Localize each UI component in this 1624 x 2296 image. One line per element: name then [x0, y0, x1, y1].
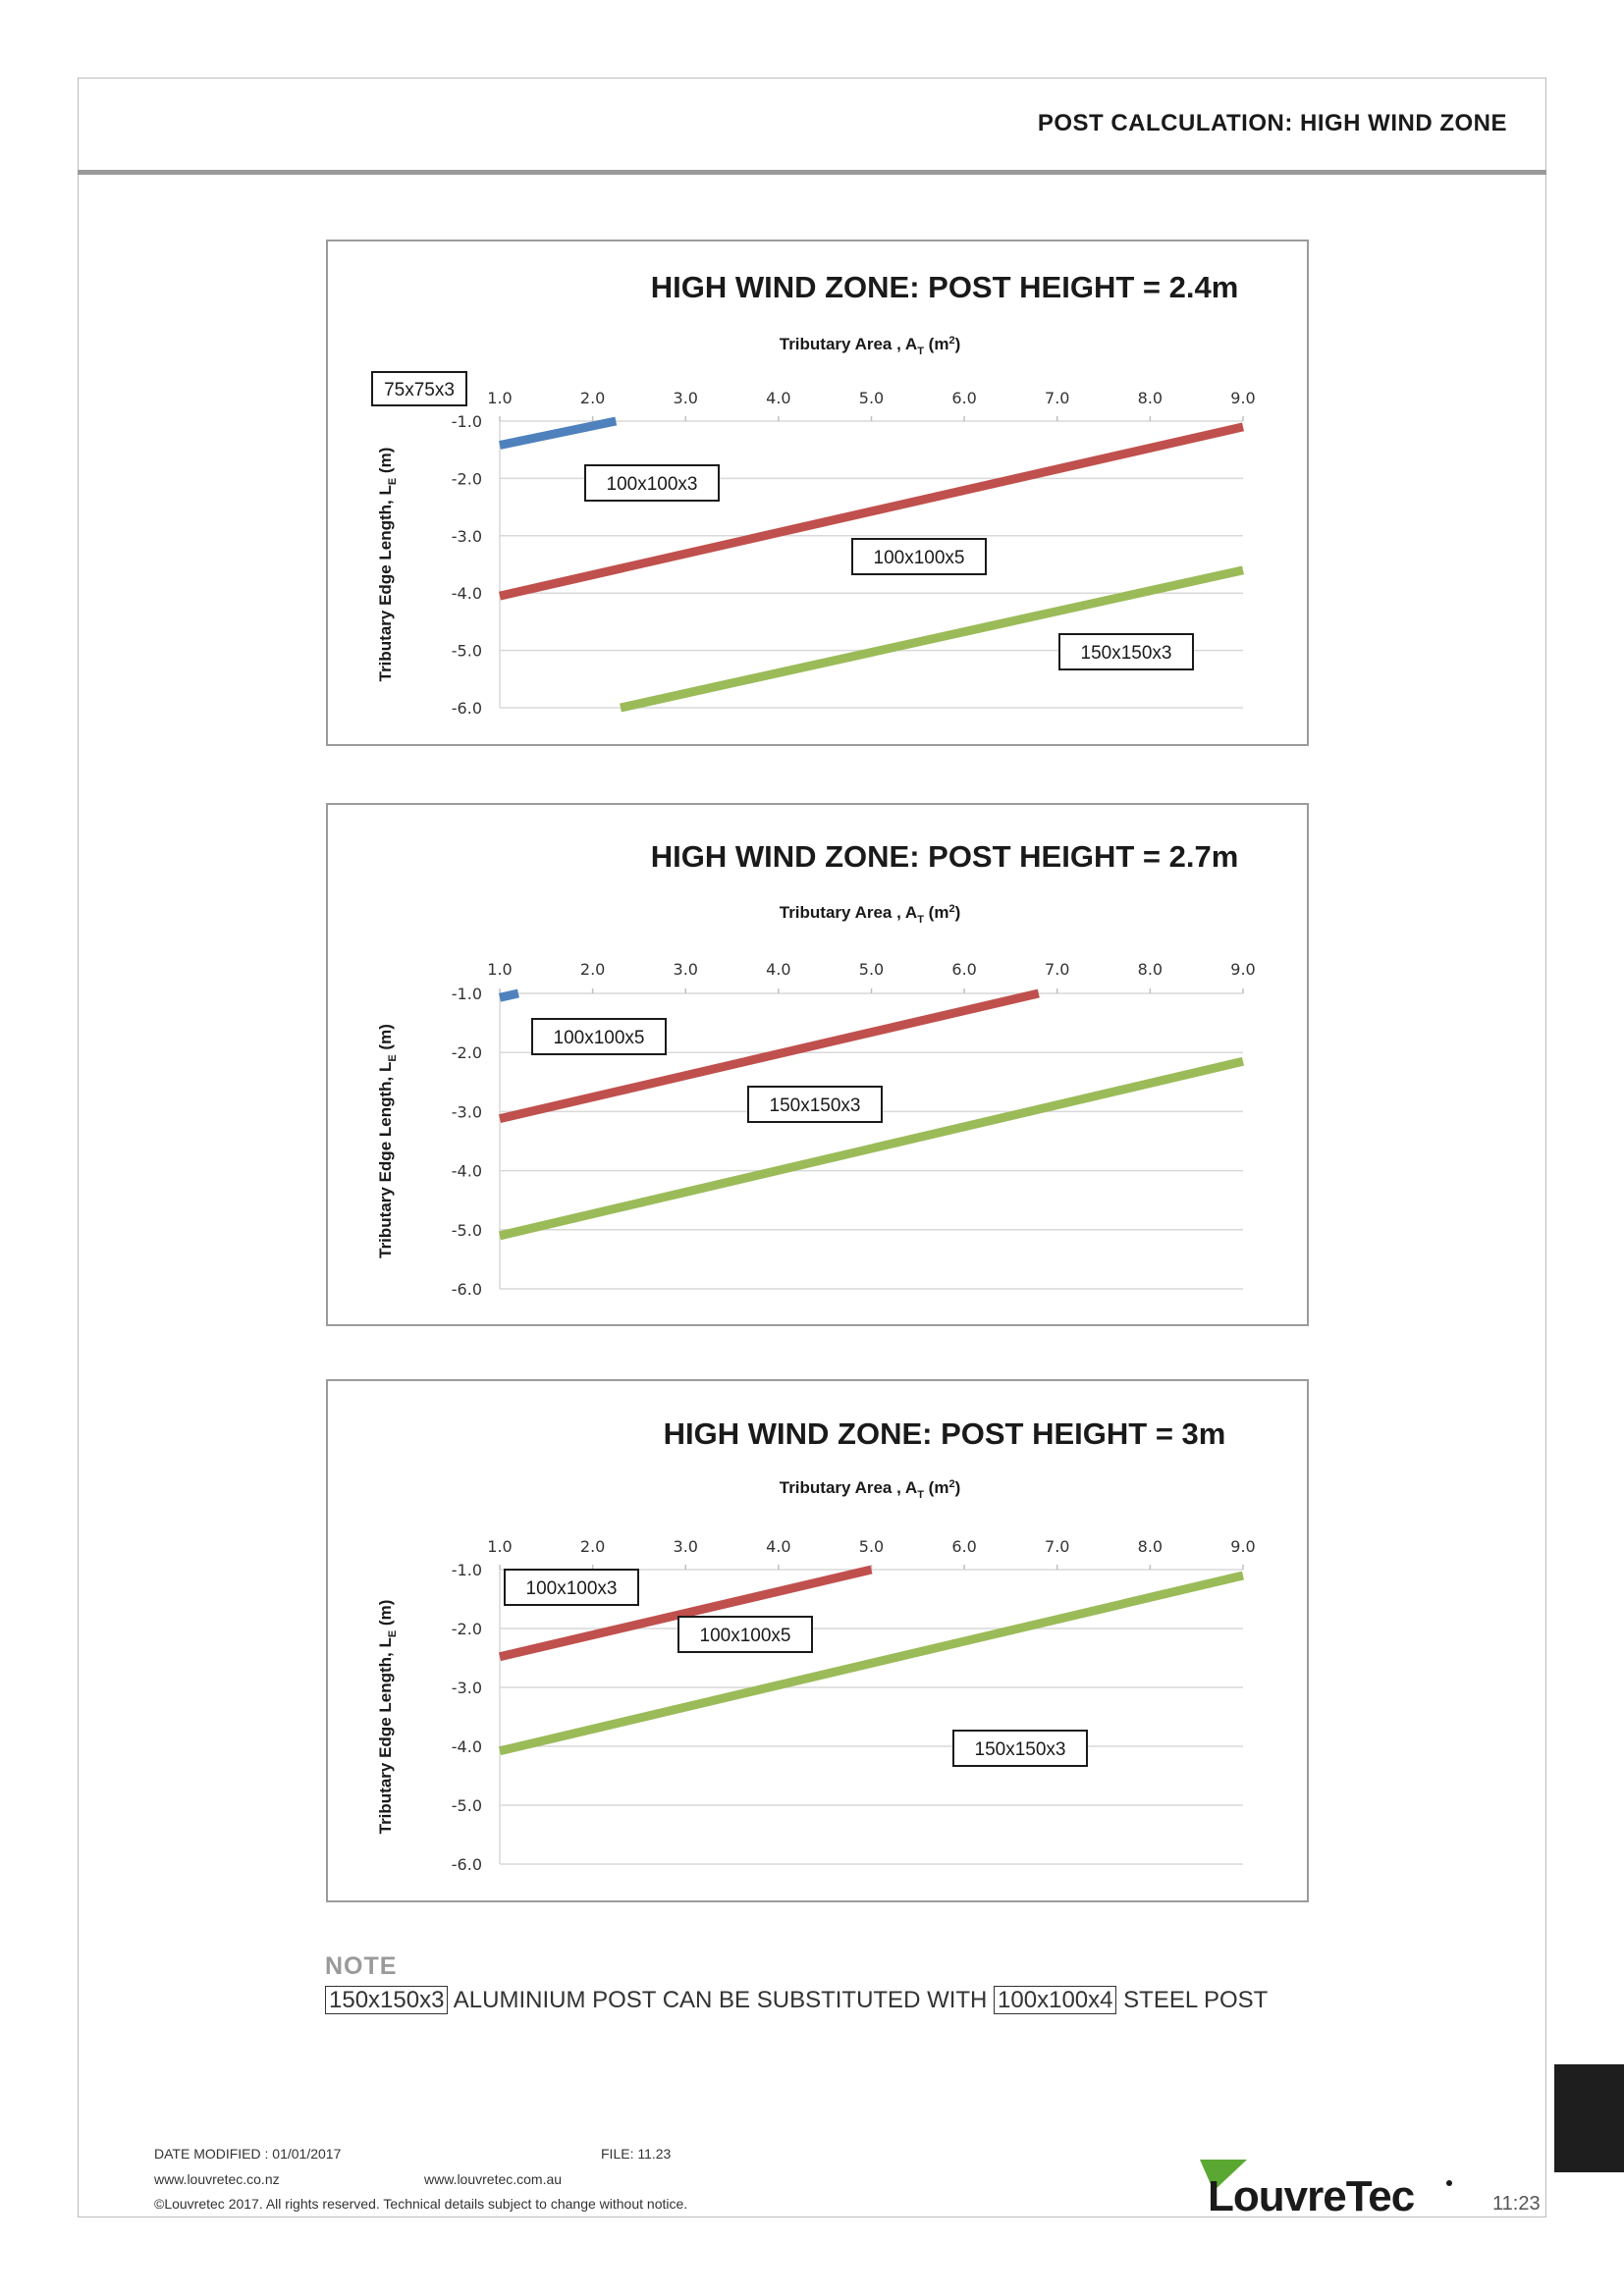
- header-rule: [78, 170, 1546, 175]
- annotation-label: 100x100x3: [606, 474, 698, 495]
- x-tick-label: 5.0: [858, 389, 885, 407]
- annotation-label: 100x100x5: [553, 1028, 645, 1048]
- x-tick-label: 8.0: [1137, 389, 1164, 407]
- chart-svg: [328, 241, 1311, 748]
- x-tick-label: 9.0: [1230, 1537, 1256, 1556]
- y-tick-label: -4.0: [451, 1161, 482, 1181]
- x-tick-label: 4.0: [766, 960, 791, 979]
- x-tick-label: 9.0: [1230, 960, 1256, 979]
- footer-date-modified: DATE MODIFIED : 01/01/2017: [154, 2146, 342, 2162]
- chart-title: HIGH WIND ZONE: POST HEIGHT = 3m: [663, 1416, 1226, 1451]
- y-tick-label: -1.0: [451, 985, 482, 1003]
- x-tick-label: 7.0: [1045, 389, 1070, 407]
- note-heading: NOTE: [325, 1952, 398, 1980]
- x-tick-label: 6.0: [951, 1537, 977, 1556]
- y-tick-label: -3.0: [451, 1679, 482, 1697]
- x-tick-label: 5.0: [858, 960, 885, 979]
- x-tick-label: 4.0: [766, 1537, 791, 1556]
- x-tick-label: 6.0: [951, 389, 977, 407]
- x-tick-label: 1.0: [487, 960, 513, 979]
- x-tick-label: 2.0: [579, 960, 606, 979]
- y-axis-label: Tributary Edge Length, $L_E$ (m): [376, 1024, 399, 1258]
- x-tick-label: 9.0: [1230, 389, 1256, 407]
- louvretec-logo: [1196, 2152, 1461, 2220]
- series-line-75x75x3: [500, 993, 518, 997]
- annotation-label: 100x100x5: [699, 1626, 791, 1646]
- x-axis-label: Tributary Area , $A_T$ $(m^2)$: [779, 1478, 961, 1501]
- chart-title: HIGH WIND ZONE: POST HEIGHT = 2.4m: [650, 270, 1239, 304]
- x-tick-label: 2.0: [579, 1537, 606, 1556]
- x-axis-label: Tributary Area , $A_T$ $(m^2)$: [779, 335, 961, 357]
- annotation-label: 100x100x5: [873, 548, 965, 568]
- annotation-label: 150x150x3: [769, 1095, 861, 1116]
- x-tick-label: 8.0: [1137, 1537, 1164, 1556]
- x-tick-label: 2.0: [579, 389, 606, 407]
- chart-title: HIGH WIND ZONE: POST HEIGHT = 2.7m: [650, 839, 1239, 874]
- x-tick-label: 7.0: [1045, 960, 1070, 979]
- y-tick-label: -3.0: [451, 526, 482, 546]
- note-aluminium-post: 150x150x3: [325, 1986, 448, 2014]
- annotation-label: 75x75x3: [384, 380, 455, 400]
- x-tick-label: 8.0: [1137, 960, 1164, 979]
- logo-wordmark: LouvreTec: [1208, 2172, 1415, 2220]
- y-tick-label: -6.0: [451, 1280, 482, 1299]
- x-tick-label: 7.0: [1045, 1537, 1070, 1556]
- chart-svg: [328, 805, 1311, 1328]
- y-tick-label: -2.0: [451, 469, 482, 489]
- page-number: 11:23: [1492, 2193, 1541, 2215]
- x-tick-label: 3.0: [673, 389, 698, 407]
- chart-svg: [328, 1381, 1311, 1904]
- x-tick-label: 1.0: [487, 1537, 513, 1556]
- page-header-title: POST CALCULATION: HIGH WIND ZONE: [1037, 110, 1507, 136]
- y-tick-label: -4.0: [451, 1737, 482, 1756]
- x-tick-label: 3.0: [673, 960, 698, 979]
- y-axis-label: Tributary Edge Length, $L_E$ (m): [376, 1599, 399, 1835]
- y-tick-label: -5.0: [451, 1796, 482, 1815]
- footer-file: FILE: 11.23: [601, 2146, 672, 2162]
- annotation-label: 100x100x3: [525, 1578, 618, 1599]
- chart-post-height-2-7m: [326, 803, 1309, 1326]
- footer-copyright: ©Louvretec 2017. All rights reserved. Technical details subject to change without notice.: [154, 2196, 688, 2212]
- y-tick-label: -3.0: [451, 1102, 482, 1122]
- footer-website-nz[interactable]: www.louvretec.co.nz: [154, 2171, 280, 2187]
- y-tick-label: -6.0: [451, 1855, 482, 1874]
- y-tick-label: -1.0: [451, 1561, 482, 1579]
- note-end-text: STEEL POST: [1116, 1987, 1269, 2013]
- footer-website-au[interactable]: www.louvretec.com.au: [424, 2171, 563, 2187]
- x-axis-label: Tributary Area , $A_T$ $(m^2)$: [779, 903, 961, 926]
- note-middle-text: ALUMINIUM POST CAN BE SUBSTITUTED WITH: [448, 1987, 995, 2013]
- y-tick-label: -4.0: [451, 584, 482, 604]
- x-tick-label: 4.0: [766, 389, 791, 407]
- annotation-label: 150x150x3: [974, 1739, 1066, 1760]
- x-tick-label: 5.0: [858, 1537, 885, 1556]
- note-steel-post: 100x100x4: [994, 1986, 1116, 2014]
- y-tick-label: -2.0: [451, 1620, 482, 1638]
- x-tick-label: 6.0: [951, 960, 977, 979]
- x-tick-label: 3.0: [673, 1537, 698, 1556]
- y-axis-label: Tributary Edge Length, $L_E$ (m): [376, 447, 399, 682]
- y-tick-label: -1.0: [451, 412, 482, 431]
- annotation-label: 150x150x3: [1080, 643, 1172, 664]
- x-tick-label: 1.0: [487, 389, 513, 407]
- chart-post-height-3m: [326, 1379, 1309, 1902]
- section-tab: [1554, 2064, 1624, 2172]
- chart-post-height-2-4m: [326, 240, 1309, 746]
- y-tick-label: -2.0: [451, 1043, 482, 1063]
- note-text: [325, 1987, 1268, 2014]
- series-line-75x75x3: [500, 421, 616, 446]
- y-tick-label: -6.0: [451, 699, 482, 718]
- y-tick-label: -5.0: [451, 641, 482, 661]
- y-tick-label: -5.0: [451, 1220, 482, 1240]
